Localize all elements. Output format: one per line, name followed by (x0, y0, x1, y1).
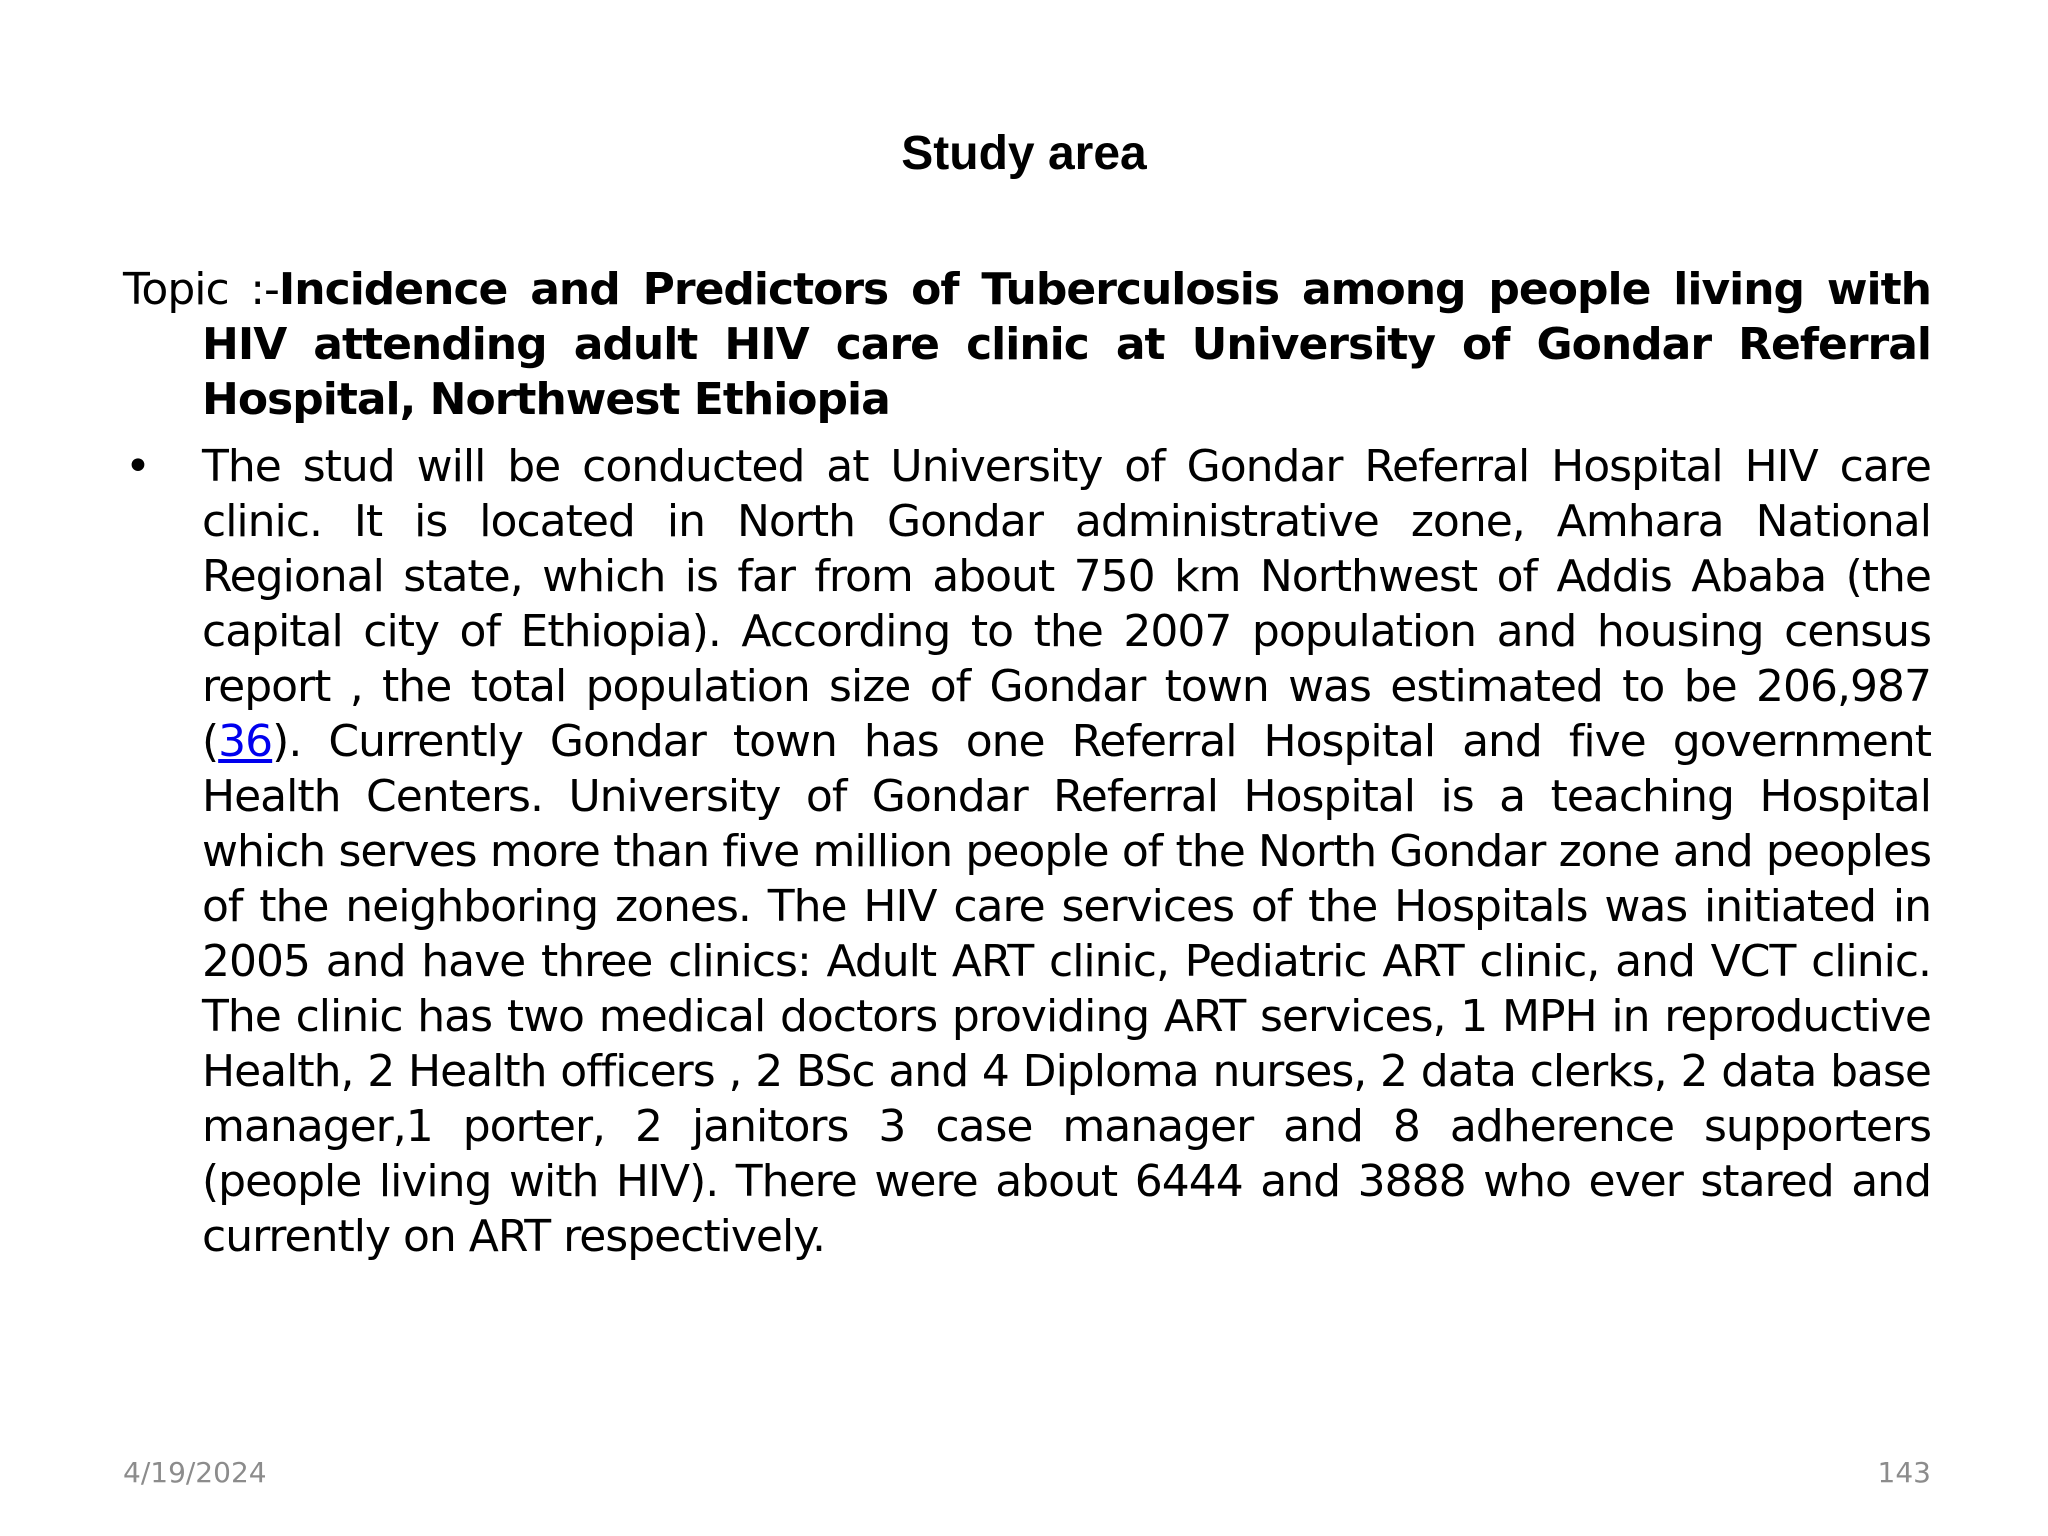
slide-content (123, 262, 1931, 1264)
body-text-after-ref: ). Currently Gondar town has one Referral Hospital and five government Health Centers. University of Gondar Referral Hospital is a teaching Hospital which serves more than five million people of the North Gondar zone and peoples of the neighboring zones. The HIV care services of the Hospitals was initiated in 2005 and have three clinics: Adult ART clinic, Pediatric ART clinic, and VCT clinic. The clinic has two medical doctors providing ART services, 1 MPH in reproductive Health, 2 Health officers , 2 BSc and 4 Diploma nurses, 2 data clerks, 2 data base manager,1 porter, 2 janitors 3 case manager and 8 adherence supporters (people living with HIV). There were about 6444 and 3888 who ever stared and currently on ART respectively. (202, 716, 1931, 1262)
footer-page-number: 143 (1877, 1456, 1931, 1489)
reference-link[interactable]: 36 (218, 716, 273, 767)
bullet-icon: • (125, 441, 150, 492)
slide-title: Study area (901, 127, 1147, 180)
topic-paragraph (123, 262, 1931, 427)
topic-prefix: Topic :- (123, 264, 279, 315)
topic-title: Incidence and Predictors of Tuberculosis among people living with HIV attending adult HIV care clinic at University of Gondar Referral Hospital, Northwest Ethiopia (202, 264, 1931, 425)
body-text-before-ref: The stud will be conducted at University of Gondar Referral Hospital HIV care clinic. It is located in North Gondar administrative zone, Amhara National Regional state, which is far from about 750 km Northwest of Addis Ababa (the capital city of Ethiopia). According to the 2007 population and housing census report , the total population size of Gondar town was estimated to be 206,987 ( (202, 441, 1931, 767)
bullet-paragraph (123, 439, 1931, 1264)
footer-date: 4/19/2024 (123, 1456, 267, 1489)
